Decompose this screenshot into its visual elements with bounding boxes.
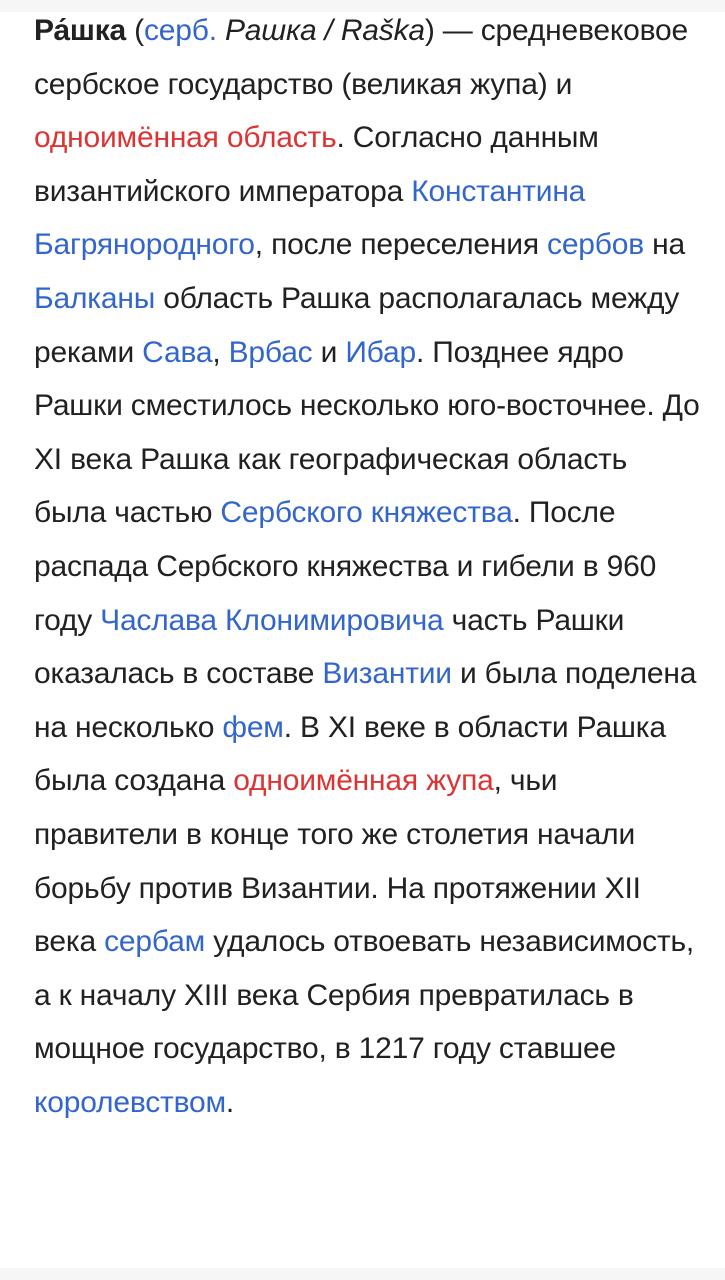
text-segment: .	[225, 1085, 235, 1119]
text-segment: ) —	[424, 14, 473, 47]
link-byzantium[interactable]: Византии	[322, 657, 452, 691]
link-region-redlink[interactable]: одноимённая область	[34, 121, 337, 155]
bottom-edge	[0, 1268, 725, 1280]
text-segment: на	[644, 228, 685, 262]
link-themes[interactable]: фем	[222, 710, 284, 744]
text-segment: средневековое сербское государство (великая жупа) и	[34, 14, 689, 101]
link-vrbas[interactable]: Врбас	[228, 335, 313, 369]
link-kingdom[interactable]: королевством	[34, 1085, 226, 1119]
text-segment: (	[126, 14, 144, 47]
text-segment: область Рашка располагалась между реками	[34, 281, 680, 369]
link-sava[interactable]: Сава	[142, 335, 213, 369]
link-constantine[interactable]: Константина Багрянородного	[34, 174, 586, 262]
text-segment: . Согласно данным византийского императора	[34, 121, 599, 208]
text-segment: , чьи правители в конце того же столетия начали борьбу против Византии. На протяжении XII века	[34, 764, 641, 959]
text-segment: . Позднее ядро Рашки сместилось несколько юго-восточнее. До XI века Рашка как географическая область была частью	[34, 335, 700, 530]
link-serbs-2[interactable]: сербам	[104, 925, 206, 959]
article-paragraph	[34, 4, 702, 1129]
link-zhupa-redlink[interactable]: одноимённая жупа	[233, 764, 494, 798]
native-name: Рашка / Raška	[216, 14, 425, 47]
text-segment: и	[312, 335, 346, 369]
text-segment: часть Рашки оказалась в составе	[34, 603, 625, 691]
text-segment: удалось отвоевать независимость, а к началу XIII века Сербия превратилась в мощное государство, в 1217 году ставшее	[34, 925, 695, 1066]
link-caslav[interactable]: Часлава Клонимировича	[100, 603, 444, 637]
link-balkans[interactable]: Балканы	[34, 281, 156, 315]
link-serbs[interactable]: сербов	[547, 228, 644, 262]
text-segment: ,	[212, 335, 229, 369]
link-serbian-language[interactable]: серб.	[143, 14, 217, 47]
link-ibar[interactable]: Ибар	[345, 335, 416, 369]
article-title: Ра́шка	[34, 14, 127, 47]
text-segment: . В XI веке в области Рашка была создана	[34, 710, 666, 798]
link-serbian-principality[interactable]: Сербского княжества	[220, 496, 513, 530]
text-segment: и была поделена на несколько	[34, 657, 697, 744]
text-segment: , после переселения	[254, 228, 548, 262]
text-segment: . После распада Сербского княжества и гибели в 960 году	[34, 496, 657, 637]
